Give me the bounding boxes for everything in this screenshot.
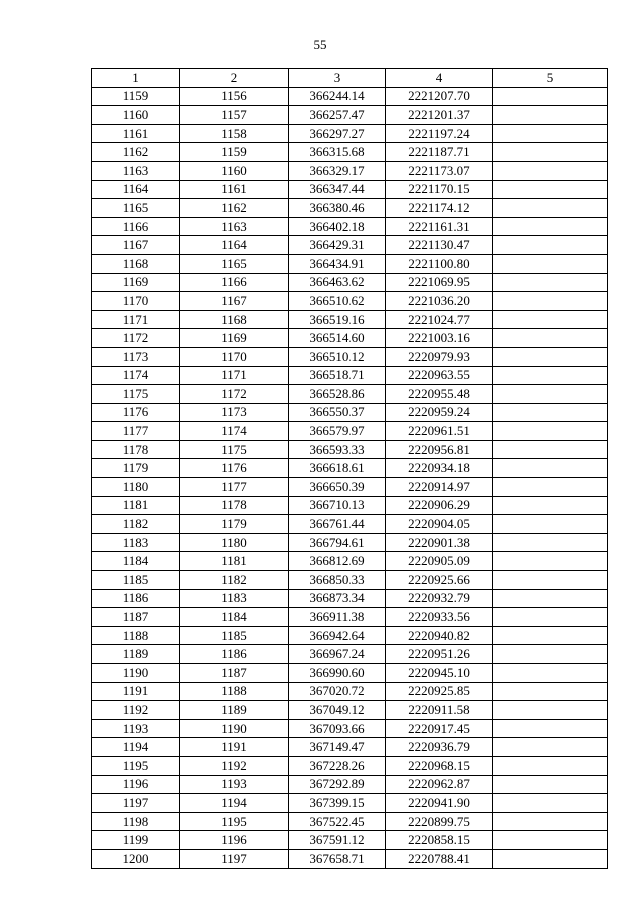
table-cell-col-2: 1163: [180, 217, 289, 236]
table-cell-col-4: 2220962.87: [386, 775, 493, 794]
table-cell-col-3: 366510.62: [289, 292, 386, 311]
column-header-5: 5: [493, 69, 608, 88]
table-cell-col-4: 2220788.41: [386, 849, 493, 868]
table-cell-col-1: 1172: [92, 329, 180, 348]
table-cell-col-3: 366402.18: [289, 217, 386, 236]
table-cell-col-1: 1171: [92, 310, 180, 329]
table-cell-col-2: 1164: [180, 236, 289, 255]
table-row: [92, 701, 608, 720]
table-cell-col-1: 1188: [92, 626, 180, 645]
table-cell-col-1: 1191: [92, 682, 180, 701]
table-cell-col-2: 1166: [180, 273, 289, 292]
table-cell-col-3: 367020.72: [289, 682, 386, 701]
table-cell-col-3: 367292.89: [289, 775, 386, 794]
table-cell-col-3: 366510.12: [289, 347, 386, 366]
coordinates-table: [91, 68, 608, 869]
table-cell-col-4: 2220858.15: [386, 831, 493, 850]
table-cell-col-1: 1167: [92, 236, 180, 255]
table-cell-col-5: [493, 496, 608, 515]
table-cell-col-3: 366579.97: [289, 422, 386, 441]
table-cell-col-2: 1189: [180, 701, 289, 720]
table-cell-col-1: 1200: [92, 849, 180, 868]
table-cell-col-2: 1183: [180, 589, 289, 608]
table-cell-col-5: [493, 236, 608, 255]
table-cell-col-4: 2221207.70: [386, 87, 493, 106]
table-cell-col-3: 366519.16: [289, 310, 386, 329]
table-cell-col-4: 2220941.90: [386, 794, 493, 813]
table-row: [92, 366, 608, 385]
table-cell-col-5: [493, 199, 608, 218]
table-row: [92, 589, 608, 608]
table-row: [92, 515, 608, 534]
table-cell-col-5: [493, 738, 608, 757]
table-cell-col-4: 2221173.07: [386, 161, 493, 180]
table-cell-col-4: 2221024.77: [386, 310, 493, 329]
table-cell-col-5: [493, 682, 608, 701]
table-cell-col-1: 1195: [92, 756, 180, 775]
table-body: [92, 87, 608, 868]
table-cell-col-2: 1162: [180, 199, 289, 218]
table-cell-col-5: [493, 812, 608, 831]
table-cell-col-2: 1184: [180, 608, 289, 627]
table-row: [92, 608, 608, 627]
table-cell-col-2: 1182: [180, 571, 289, 590]
table-cell-col-5: [493, 552, 608, 571]
table-cell-col-2: 1185: [180, 626, 289, 645]
table-cell-col-2: 1192: [180, 756, 289, 775]
table-cell-col-1: 1165: [92, 199, 180, 218]
table-cell-col-3: 366297.27: [289, 124, 386, 143]
table-row: [92, 682, 608, 701]
table-cell-col-3: 367149.47: [289, 738, 386, 757]
table-row: [92, 533, 608, 552]
table-cell-col-2: 1173: [180, 403, 289, 422]
table-cell-col-1: 1186: [92, 589, 180, 608]
table-cell-col-1: 1160: [92, 106, 180, 125]
table-cell-col-1: 1161: [92, 124, 180, 143]
column-header-4: 4: [386, 69, 493, 88]
table-cell-col-2: 1176: [180, 459, 289, 478]
table-row: [92, 217, 608, 236]
table-cell-col-2: 1158: [180, 124, 289, 143]
table-cell-col-3: 366257.47: [289, 106, 386, 125]
table-cell-col-2: 1165: [180, 254, 289, 273]
table-row: [92, 180, 608, 199]
table-cell-col-3: 366911.38: [289, 608, 386, 627]
table-cell-col-1: 1179: [92, 459, 180, 478]
table-row: [92, 254, 608, 273]
table-cell-col-4: 2220956.81: [386, 440, 493, 459]
table-cell-col-2: 1196: [180, 831, 289, 850]
table-cell-col-4: 2220899.75: [386, 812, 493, 831]
table-cell-col-4: 2220951.26: [386, 645, 493, 664]
table-cell-col-4: 2221187.71: [386, 143, 493, 162]
table-cell-col-2: 1161: [180, 180, 289, 199]
table-cell-col-1: 1193: [92, 719, 180, 738]
table-cell-col-5: [493, 329, 608, 348]
table-cell-col-1: 1194: [92, 738, 180, 757]
table-cell-col-3: 367522.45: [289, 812, 386, 831]
table-row: [92, 626, 608, 645]
table-cell-col-5: [493, 180, 608, 199]
table-cell-col-1: 1168: [92, 254, 180, 273]
table-cell-col-5: [493, 124, 608, 143]
table-row: [92, 478, 608, 497]
table-cell-col-5: [493, 571, 608, 590]
table-cell-col-5: [493, 87, 608, 106]
table-cell-col-4: 2220968.15: [386, 756, 493, 775]
table-cell-col-5: [493, 310, 608, 329]
table-cell-col-4: 2221201.37: [386, 106, 493, 125]
table-cell-col-2: 1177: [180, 478, 289, 497]
column-header-1: 1: [92, 69, 180, 88]
table-row: [92, 106, 608, 125]
table-cell-col-2: 1157: [180, 106, 289, 125]
table-cell-col-1: 1184: [92, 552, 180, 571]
table-row: [92, 422, 608, 441]
table-cell-col-5: [493, 366, 608, 385]
table-cell-col-1: 1181: [92, 496, 180, 515]
table-row: [92, 849, 608, 868]
table-cell-col-1: 1199: [92, 831, 180, 850]
table-cell-col-5: [493, 143, 608, 162]
table-cell-col-2: 1159: [180, 143, 289, 162]
table-row: [92, 552, 608, 571]
table-row: [92, 124, 608, 143]
table-cell-col-2: 1167: [180, 292, 289, 311]
table-row: [92, 738, 608, 757]
table-cell-col-4: 2221161.31: [386, 217, 493, 236]
table-cell-col-2: 1178: [180, 496, 289, 515]
table-cell-col-4: 2220904.05: [386, 515, 493, 534]
table-cell-col-1: 1164: [92, 180, 180, 199]
table-cell-col-4: 2220963.55: [386, 366, 493, 385]
table-row: [92, 794, 608, 813]
table-row: [92, 664, 608, 683]
table-cell-col-3: 366434.91: [289, 254, 386, 273]
table-cell-col-1: 1182: [92, 515, 180, 534]
table-cell-col-4: 2220917.45: [386, 719, 493, 738]
table-cell-col-3: 366315.68: [289, 143, 386, 162]
table-cell-col-1: 1170: [92, 292, 180, 311]
table-cell-col-4: 2220925.66: [386, 571, 493, 590]
table-cell-col-1: 1162: [92, 143, 180, 162]
table-cell-col-1: 1176: [92, 403, 180, 422]
table-cell-col-1: 1198: [92, 812, 180, 831]
table-cell-col-3: 366593.33: [289, 440, 386, 459]
table-cell-col-3: 367228.26: [289, 756, 386, 775]
table-cell-col-2: 1156: [180, 87, 289, 106]
table-cell-col-2: 1181: [180, 552, 289, 571]
table-row: [92, 347, 608, 366]
table-cell-col-3: 366942.64: [289, 626, 386, 645]
table-cell-col-1: 1166: [92, 217, 180, 236]
table-cell-col-2: 1186: [180, 645, 289, 664]
table-row: [92, 403, 608, 422]
table-cell-col-5: [493, 664, 608, 683]
table-row: [92, 831, 608, 850]
table-cell-col-1: 1189: [92, 645, 180, 664]
table-cell-col-2: 1191: [180, 738, 289, 757]
table-cell-col-3: 366347.44: [289, 180, 386, 199]
table-cell-col-4: 2221003.16: [386, 329, 493, 348]
table-cell-col-5: [493, 849, 608, 868]
table-cell-col-1: 1196: [92, 775, 180, 794]
table-cell-col-2: 1187: [180, 664, 289, 683]
table-cell-col-1: 1159: [92, 87, 180, 106]
table-cell-col-4: 2220911.58: [386, 701, 493, 720]
table-cell-col-1: 1174: [92, 366, 180, 385]
table-cell-col-5: [493, 831, 608, 850]
table-row: [92, 161, 608, 180]
table-row: [92, 292, 608, 311]
table-row: [92, 459, 608, 478]
table-cell-col-4: 2220901.38: [386, 533, 493, 552]
table-cell-col-4: 2220979.93: [386, 347, 493, 366]
table-cell-col-3: 366429.31: [289, 236, 386, 255]
table-cell-col-3: 366550.37: [289, 403, 386, 422]
table-cell-col-1: 1197: [92, 794, 180, 813]
table-row: [92, 236, 608, 255]
table-cell-col-3: 366812.69: [289, 552, 386, 571]
table-cell-col-2: 1171: [180, 366, 289, 385]
table-row: [92, 385, 608, 404]
table-cell-col-4: 2220934.18: [386, 459, 493, 478]
table-cell-col-2: 1180: [180, 533, 289, 552]
table-cell-col-5: [493, 645, 608, 664]
table-cell-col-1: 1183: [92, 533, 180, 552]
page-number: 55: [313, 37, 327, 52]
table-cell-col-1: 1163: [92, 161, 180, 180]
table-cell-col-2: 1160: [180, 161, 289, 180]
table-cell-col-3: 366650.39: [289, 478, 386, 497]
table-cell-col-4: 2221197.24: [386, 124, 493, 143]
table-cell-col-5: [493, 515, 608, 534]
table-cell-col-4: 2220932.79: [386, 589, 493, 608]
table-cell-col-4: 2220961.51: [386, 422, 493, 441]
table-cell-col-4: 2220936.79: [386, 738, 493, 757]
table-cell-col-4: 2220906.29: [386, 496, 493, 515]
table-cell-col-3: 366244.14: [289, 87, 386, 106]
table-cell-col-3: 366710.13: [289, 496, 386, 515]
table-cell-col-4: 2221170.15: [386, 180, 493, 199]
table-cell-col-3: 367093.66: [289, 719, 386, 738]
table-cell-col-1: 1187: [92, 608, 180, 627]
table-cell-col-5: [493, 440, 608, 459]
table-cell-col-5: [493, 478, 608, 497]
table-row: [92, 273, 608, 292]
table-cell-col-3: 366850.33: [289, 571, 386, 590]
table-cell-col-3: 367591.12: [289, 831, 386, 850]
table-cell-col-3: 366794.61: [289, 533, 386, 552]
table-cell-col-2: 1168: [180, 310, 289, 329]
table-cell-col-4: 2220914.97: [386, 478, 493, 497]
table-row: [92, 756, 608, 775]
table-cell-col-2: 1190: [180, 719, 289, 738]
table-row: [92, 143, 608, 162]
table-cell-col-5: [493, 794, 608, 813]
table-cell-col-5: [493, 756, 608, 775]
table-cell-col-1: 1175: [92, 385, 180, 404]
table-cell-col-2: 1188: [180, 682, 289, 701]
table-row: [92, 775, 608, 794]
table-row: [92, 719, 608, 738]
table-cell-col-5: [493, 292, 608, 311]
table-cell-col-3: 366761.44: [289, 515, 386, 534]
table-cell-col-5: [493, 385, 608, 404]
table-cell-col-4: 2221174.12: [386, 199, 493, 218]
table-cell-col-3: 366518.71: [289, 366, 386, 385]
table-cell-col-2: 1194: [180, 794, 289, 813]
table-cell-col-1: 1177: [92, 422, 180, 441]
table-cell-col-1: 1178: [92, 440, 180, 459]
table-cell-col-5: [493, 347, 608, 366]
table-cell-col-5: [493, 254, 608, 273]
table-cell-col-2: 1195: [180, 812, 289, 831]
table-cell-col-5: [493, 775, 608, 794]
table-cell-col-2: 1175: [180, 440, 289, 459]
table-header-row: [92, 69, 608, 88]
table-cell-col-3: 366873.34: [289, 589, 386, 608]
table-row: [92, 571, 608, 590]
column-header-2: 2: [180, 69, 289, 88]
table-cell-col-5: [493, 589, 608, 608]
table-cell-col-2: 1179: [180, 515, 289, 534]
table-cell-col-3: 366618.61: [289, 459, 386, 478]
table-cell-col-5: [493, 161, 608, 180]
table-cell-col-4: 2221069.95: [386, 273, 493, 292]
table-cell-col-5: [493, 533, 608, 552]
table-row: [92, 87, 608, 106]
table-cell-col-1: 1180: [92, 478, 180, 497]
table-cell-col-1: 1185: [92, 571, 180, 590]
table-cell-col-4: 2220905.09: [386, 552, 493, 571]
table-cell-col-3: 366463.62: [289, 273, 386, 292]
table-cell-col-3: 366514.60: [289, 329, 386, 348]
table-cell-col-5: [493, 422, 608, 441]
table-cell-col-5: [493, 403, 608, 422]
table-cell-col-5: [493, 459, 608, 478]
column-header-3: 3: [289, 69, 386, 88]
table-cell-col-3: 367658.71: [289, 849, 386, 868]
table-cell-col-1: 1190: [92, 664, 180, 683]
table-cell-col-2: 1169: [180, 329, 289, 348]
table-cell-col-4: 2221100.80: [386, 254, 493, 273]
table-cell-col-3: 367049.12: [289, 701, 386, 720]
table-cell-col-4: 2220959.24: [386, 403, 493, 422]
table-cell-col-1: 1173: [92, 347, 180, 366]
table-cell-col-3: 366329.17: [289, 161, 386, 180]
table-cell-col-5: [493, 701, 608, 720]
table-cell-col-5: [493, 217, 608, 236]
table-cell-col-3: 366528.86: [289, 385, 386, 404]
table-cell-col-1: 1169: [92, 273, 180, 292]
table-cell-col-4: 2220955.48: [386, 385, 493, 404]
table-cell-col-2: 1193: [180, 775, 289, 794]
table-cell-col-2: 1174: [180, 422, 289, 441]
table-cell-col-3: 366380.46: [289, 199, 386, 218]
table-cell-col-3: 367399.15: [289, 794, 386, 813]
table-cell-col-4: 2221036.20: [386, 292, 493, 311]
table-cell-col-4: 2220925.85: [386, 682, 493, 701]
table-cell-col-3: 366990.60: [289, 664, 386, 683]
table-cell-col-4: 2220945.10: [386, 664, 493, 683]
table-cell-col-5: [493, 719, 608, 738]
table-row: [92, 440, 608, 459]
table-cell-col-2: 1172: [180, 385, 289, 404]
table-cell-col-5: [493, 106, 608, 125]
table-row: [92, 329, 608, 348]
table-row: [92, 645, 608, 664]
table-cell-col-2: 1197: [180, 849, 289, 868]
table-cell-col-2: 1170: [180, 347, 289, 366]
table-row: [92, 199, 608, 218]
table-cell-col-4: 2220940.82: [386, 626, 493, 645]
table-cell-col-5: [493, 273, 608, 292]
table-cell-col-5: [493, 608, 608, 627]
table-cell-col-4: 2221130.47: [386, 236, 493, 255]
table-cell-col-3: 366967.24: [289, 645, 386, 664]
table-cell-col-5: [493, 626, 608, 645]
table-row: [92, 812, 608, 831]
table-row: [92, 310, 608, 329]
table-cell-col-1: 1192: [92, 701, 180, 720]
table-row: [92, 496, 608, 515]
table-cell-col-4: 2220933.56: [386, 608, 493, 627]
